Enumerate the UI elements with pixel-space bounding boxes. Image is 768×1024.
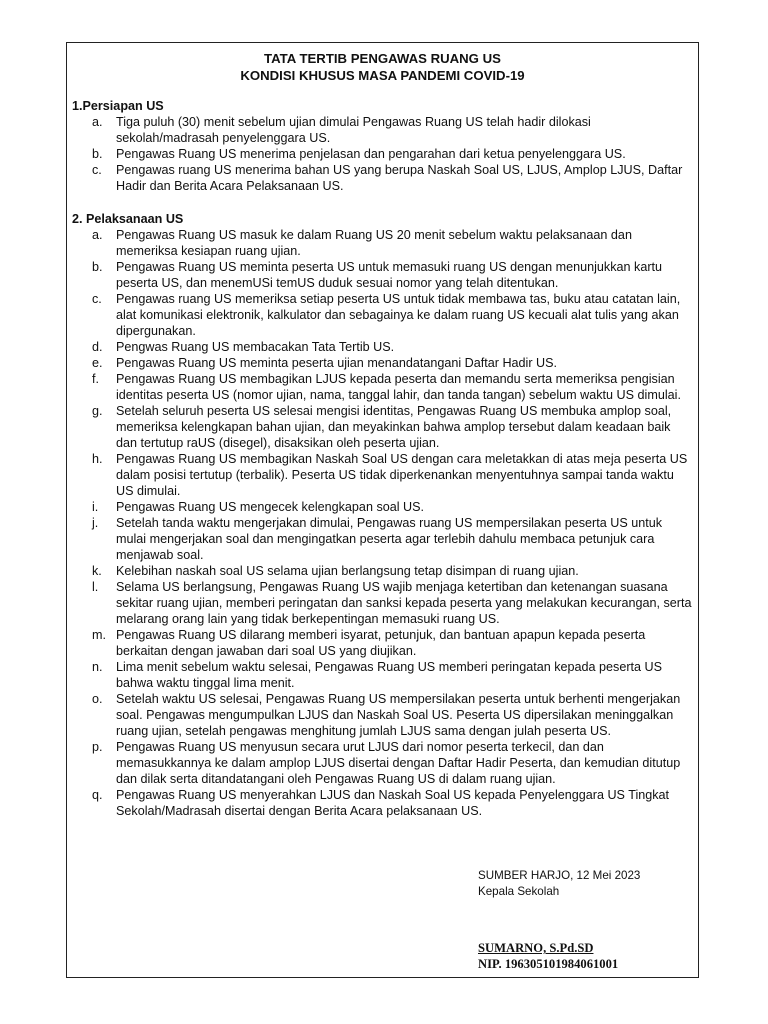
list-item-text: Lima menit sebelum waktu selesai, Pengawas Ruang US memberi peringatan kepada peserta US bahwa waktu tinggal lima menit.	[116, 660, 663, 690]
list-marker: f.	[92, 372, 99, 386]
list-item	[72, 259, 692, 291]
list-item	[72, 579, 692, 627]
list-item	[72, 146, 692, 162]
list-item-text: Setelah seluruh peserta US selesai mengisi identitas, Pengawas Ruang US membuka amplop soal, memeriksa kelengkapan bahan ujian, dan meyakinkan bahwa amplop tersebut dalam keadaan baik dan tertutup raUS (disegel), disaksikan oleh peserta ujian.	[116, 404, 672, 450]
list-item	[72, 691, 692, 739]
list-item	[72, 355, 692, 371]
list-item	[72, 339, 692, 355]
list-marker: b.	[92, 147, 103, 161]
list-item	[72, 787, 692, 819]
list-item	[72, 162, 692, 194]
list-item-text: Pengawas ruang US memeriksa setiap peserta US untuk tidak membawa tas, buku atau catatan lain, alat komunikasi elektronik, kalkulator dan sebagainya ke dalam ruang US kecuali alat tulis yang akan dipergunakan.	[116, 292, 681, 338]
signature-block	[478, 868, 640, 972]
list-item-text: Pengawas Ruang US masuk ke dalam Ruang US 20 menit sebelum waktu pelaksanaan dan memeriksa kesiapan ruang ujian.	[116, 228, 632, 258]
section-pelaksanaan	[72, 211, 692, 819]
list-item-text: Pengawas Ruang US menyusun secara urut LJUS dari nomor peserta terkecil, dan dan memasukkannya ke dalam amplop LJUS disertai dengan Daftar Hadir Peserta, dan kemudian ditutup dan dilak serta ditandatangani oleh Pengawas Ruang US di dalam ruang ujian.	[116, 740, 681, 786]
signatory-nip: NIP. 196305101984061001	[478, 957, 619, 971]
signatory-name: SUMARNO, S.Pd.SD	[478, 941, 594, 955]
list-item	[72, 114, 692, 146]
document-title: TATA TERTIB PENGAWAS RUANG US	[264, 51, 501, 66]
list-marker: g.	[92, 404, 103, 418]
list-marker: a.	[92, 115, 103, 129]
list-item-text: Kelebihan naskah soal US selama ujian berlangsung tetap disimpan di ruang ujian.	[116, 564, 579, 578]
list-item	[72, 659, 692, 691]
list-marker: o.	[92, 692, 103, 706]
list-item-text: Pengawas Ruang US meminta peserta US untuk memasuki ruang US dengan menunjukkan kartu peserta US, dan menemUSi temUS duduk sesuai nomor yang telah ditentukan.	[116, 260, 663, 290]
list-item	[72, 563, 692, 579]
list-item-text: Setelah tanda waktu mengerjakan dimulai, Pengawas ruang US mempersilakan peserta US untuk mulai mengerjakan soal dan mengingatkan peserta agar terlebih dahulu membaca petunjuk cara menjawab soal.	[116, 516, 663, 562]
list-item-text: Pengawas Ruang US dilarang memberi isyarat, petunjuk, dan bantuan apapun kepada peserta berkaitan dengan jawaban dari soal US yang diujikan.	[116, 628, 646, 658]
list-item-text: Setelah waktu US selesai, Pengawas Ruang US mempersilakan peserta untuk berhenti mengerjakan soal. Pengawas mengumpulkan LJUS dan Naskah Soal US. Peserta US dipersilakan meninggalkan ruang ujian, setelah pengawas menghitung jumlah LJUS sama dengan julah peserta US.	[116, 692, 681, 738]
place-date: SUMBER HARJO, 12 Mei 2023	[478, 869, 641, 882]
list-item-text: Pengawas Ruang US membagikan Naskah Soal US dengan cara meletakkan di atas meja peserta US dalam posisi tertutup (terbalik). Peserta US tidak diperkenankan menyentuhnya sampai tanda waktu US dimulai.	[116, 452, 688, 498]
list-marker: q.	[92, 788, 103, 802]
item-list	[72, 227, 692, 819]
list-marker: b.	[92, 260, 103, 274]
list-item	[72, 627, 692, 659]
list-item	[72, 291, 692, 339]
list-item	[72, 739, 692, 787]
list-item	[72, 403, 692, 451]
list-marker: n.	[92, 660, 103, 674]
list-marker: m.	[92, 628, 106, 642]
list-item-text: Pengwas Ruang US membacakan Tata Tertib US.	[116, 340, 395, 354]
list-item	[72, 371, 692, 403]
list-marker: j.	[92, 516, 99, 530]
list-item-text: Pengawas Ruang US meminta peserta ujian menandatangani Daftar Hadir US.	[116, 356, 558, 370]
list-item	[72, 451, 692, 499]
signatory-position: Kepala Sekolah	[478, 885, 560, 898]
section-persiapan	[72, 98, 692, 194]
list-item	[72, 515, 692, 563]
list-item-text: Pengawas ruang US menerima bahan US yang berupa Naskah Soal US, LJUS, Amplop LJUS, Daftar Hadir dan Berita Acara Pelaksanaan US.	[116, 163, 683, 193]
list-marker: c.	[92, 163, 102, 177]
list-item-text: Pengawas Ruang US menerima penjelasan dan pengarahan dari ketua penyelenggara US.	[116, 147, 626, 161]
list-marker: p.	[92, 740, 103, 754]
item-list	[72, 114, 692, 194]
list-marker: c.	[92, 292, 102, 306]
list-item-text: Pengawas Ruang US menyerahkan LJUS dan Naskah Soal US kepada Penyelenggara US Tingkat Sekolah/Madrasah disertai dengan Berita Acara pelaksanaan US.	[116, 788, 670, 818]
list-item	[72, 499, 692, 515]
list-item-text: Pengawas Ruang US mengecek kelengkapan soal US.	[116, 500, 425, 514]
list-marker: e.	[92, 356, 103, 370]
section-title: 2. Pelaksanaan US	[72, 212, 184, 226]
list-item-text: Pengawas Ruang US membagikan LJUS kepada peserta dan memandu serta memeriksa pengisian identitas peserta US (nomor ujian, nama, tanggal lahir, dan tanda tangan) sebelum waktu US dimulai.	[116, 372, 681, 402]
list-marker: d.	[92, 340, 103, 354]
list-item-text: Tiga puluh (30) menit sebelum ujian dimulai Pengawas Ruang US telah hadir dilokasi sekolah/madrasah penyelenggara US.	[116, 115, 591, 145]
list-marker: k.	[92, 564, 102, 578]
list-marker: a.	[92, 228, 103, 242]
list-item	[72, 227, 692, 259]
list-marker: l.	[92, 580, 99, 594]
list-marker: h.	[92, 452, 103, 466]
document-header	[66, 50, 699, 84]
document-subtitle: KONDISI KHUSUS MASA PANDEMI COVID-19	[240, 68, 525, 83]
list-item-text: Selama US berlangsung, Pengawas Ruang US wajib menjaga ketertiban dan ketenangan suasana sekitar ruang ujian, memberi peringatan dan sanksi kepada peserta yang melakukan kecurangan, serta melarang orang lain yang tidak berkepentingan memasuki ruang US.	[116, 580, 692, 626]
list-marker: i.	[92, 500, 99, 514]
section-title: 1.Persiapan US	[72, 99, 164, 113]
